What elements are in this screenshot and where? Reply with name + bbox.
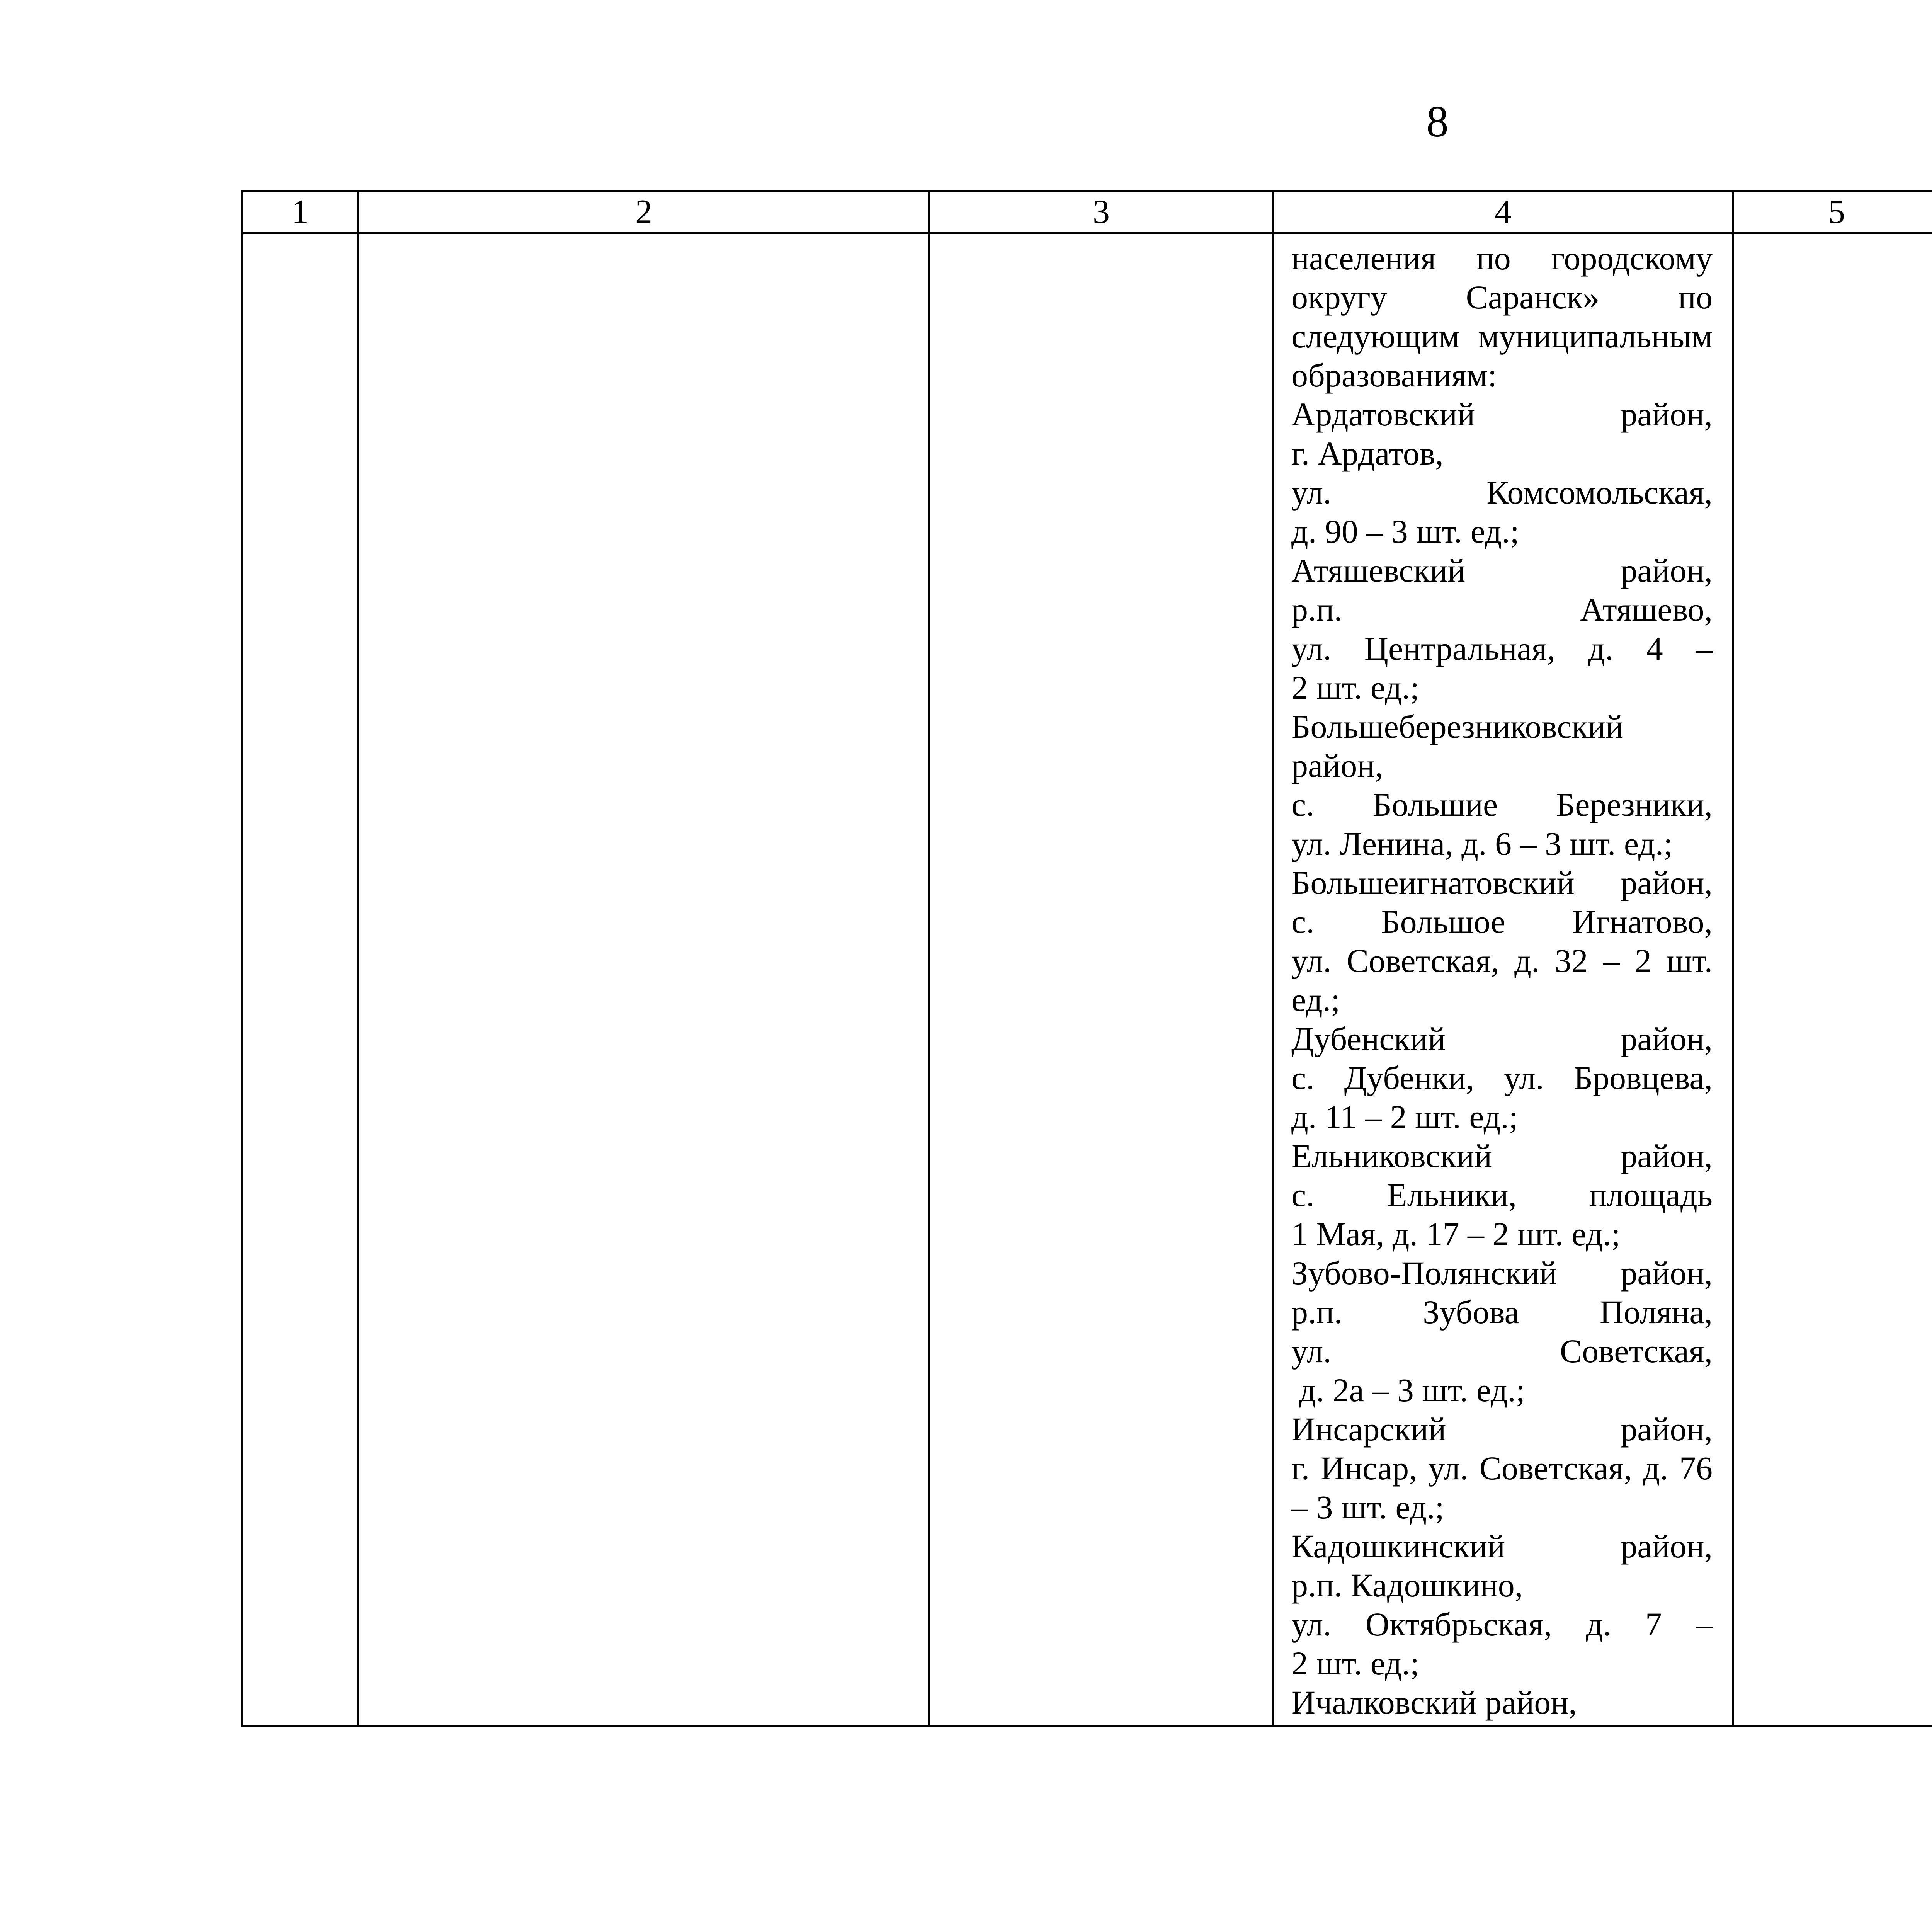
text-line: район, (1291, 747, 1383, 784)
cell-col-1 (242, 233, 358, 1726)
text-line: с. Дубенки, ул. Бровцева, (1291, 1059, 1713, 1096)
text-line: г. Ардатов, (1291, 435, 1444, 472)
text-line: д. 11 – 2 шт. ед.; (1291, 1098, 1518, 1135)
text-line: округу Саранск» по (1291, 279, 1713, 316)
text-line: ед.; (1291, 981, 1340, 1018)
cell-col-2 (358, 233, 929, 1726)
text-line: следующим муниципальным (1291, 318, 1713, 355)
text-line: Большеигнатовский район, (1291, 864, 1713, 901)
text-line: ул. Комсомольская, (1291, 474, 1713, 511)
text-line: с. Ельники, площадь (1291, 1176, 1713, 1213)
cell-col-4 (1273, 233, 1733, 1726)
text-line: 2 шт. ед.; (1291, 669, 1420, 706)
text-line: Большеберезниковский (1291, 708, 1624, 745)
text-line: 1 Мая, д. 17 – 2 шт. ед.; (1291, 1215, 1621, 1252)
text-line: ул. Октябрьская, д. 7 – (1291, 1606, 1713, 1643)
column-header-1: 1 (242, 191, 358, 233)
text-line: – 3 шт. ед.; (1291, 1489, 1444, 1526)
text-line: Ардатовский район, (1291, 396, 1713, 433)
text-line: ул. Ленина, д. 6 – 3 шт. ед.; (1291, 825, 1673, 862)
text-line: с. Большое Игнатово, (1291, 903, 1713, 940)
text-line: ул. Советская, (1291, 1332, 1713, 1370)
text-line: д. 2а – 3 шт. ед.; (1299, 1371, 1525, 1409)
text-line: Ельниковский район, (1291, 1137, 1713, 1174)
text-line: г. Инсар, ул. Советская, д. 76 (1291, 1450, 1713, 1487)
text-line: р.п. Зубова Поляна, (1291, 1293, 1713, 1331)
column-header-3: 3 (929, 191, 1273, 233)
column-header-5: 5 (1733, 191, 1932, 233)
text-line: д. 90 – 3 шт. ед.; (1291, 513, 1519, 550)
text-line: Кадошкинский район, (1291, 1528, 1713, 1565)
page-number: 8 (1426, 97, 1449, 146)
cell-col-3 (929, 233, 1273, 1726)
text-line: Атяшевский район, (1291, 552, 1713, 589)
text-line: Ичалковский район, (1291, 1684, 1577, 1721)
text-line: р.п. Кадошкино, (1291, 1567, 1523, 1604)
text-line: с. Большие Березники, (1291, 786, 1713, 823)
text-line: ул. Центральная, д. 4 – (1291, 630, 1713, 667)
column-header-4: 4 (1273, 191, 1733, 233)
text-line: образованиям: (1291, 357, 1497, 394)
text-line: Инсарский район, (1291, 1411, 1713, 1448)
document-table (241, 190, 1932, 1727)
cell-col-5 (1733, 233, 1932, 1726)
column-header-2: 2 (358, 191, 929, 233)
text-line: Дубенский район, (1291, 1020, 1713, 1057)
header-row (242, 191, 1932, 233)
col4-text (1274, 234, 1732, 1722)
table-row (242, 233, 1932, 1726)
text-line: населения по городскому (1291, 240, 1713, 277)
text-line: р.п. Атяшево, (1291, 591, 1713, 628)
text-line: Зубово-Полянский район, (1291, 1254, 1713, 1292)
text-line: 2 шт. ед.; (1291, 1645, 1420, 1682)
text-line: ул. Советская, д. 32 – 2 шт. (1291, 942, 1713, 979)
